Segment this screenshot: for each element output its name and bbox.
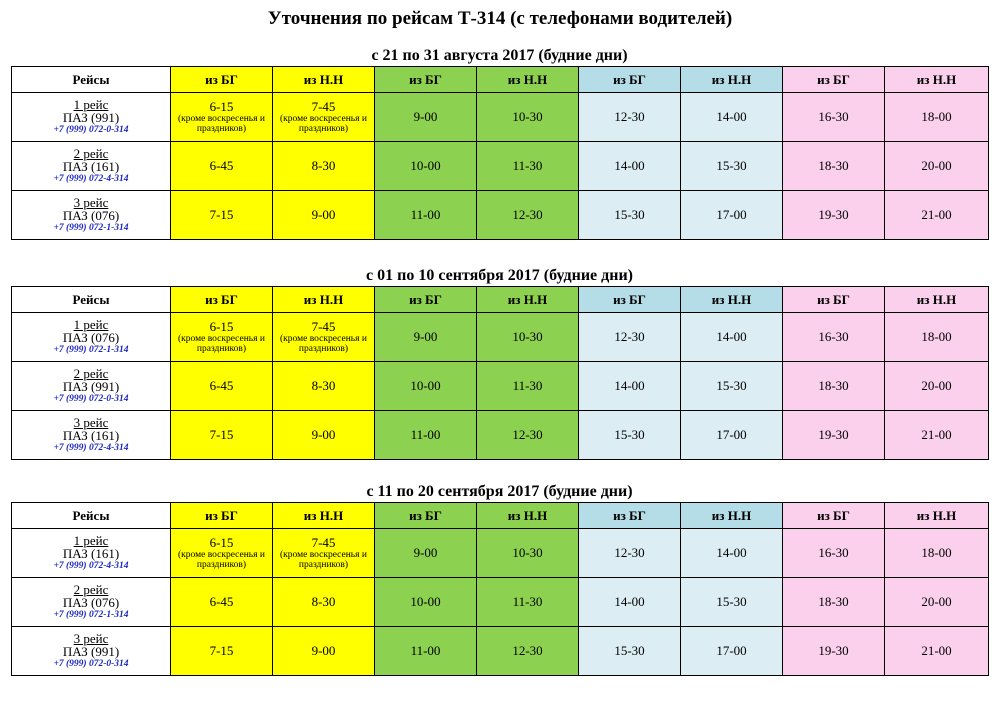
table-row (12, 362, 989, 411)
table-row (12, 142, 989, 191)
departure-time-cell (579, 411, 681, 460)
schedule-subtitle: с 11 по 20 сентября 2017 (будние дни) (366, 483, 633, 500)
header-direction: из БГ (579, 67, 681, 93)
departure-time-cell (579, 142, 681, 191)
bus-number: ПАЗ (991) (62, 110, 120, 125)
departure-time-cell (681, 627, 783, 676)
table-header-row (12, 503, 989, 529)
departure-time-cell (477, 529, 579, 578)
departure-time: 11-30 (512, 378, 543, 393)
bus-number: ПАЗ (076) (62, 595, 120, 610)
driver-phone: +7 (999) 072-4-314 (53, 174, 129, 184)
departure-time: 9-00 (311, 643, 336, 658)
departure-time: 8-30 (311, 158, 336, 173)
departure-time-cell (681, 362, 783, 411)
departure-time: 12-30 (614, 329, 645, 344)
schedule-table (11, 66, 989, 240)
departure-time-cell (273, 411, 375, 460)
departure-time-cell (273, 93, 375, 142)
departure-time-cell (477, 362, 579, 411)
departure-time: 9-00 (413, 109, 438, 124)
departure-time-cell (783, 142, 885, 191)
table-header-row (12, 67, 989, 93)
schedule-note: (кроме воскресенья и праздников) (178, 550, 265, 570)
departure-time-cell (477, 191, 579, 240)
departure-time-cell (681, 529, 783, 578)
departure-time: 16-30 (818, 329, 849, 344)
schedule-note: (кроме воскресенья и праздников) (280, 550, 367, 570)
route-cell (12, 362, 171, 411)
driver-phone: +7 (999) 072-1-314 (53, 223, 129, 233)
departure-time: 20-00 (921, 378, 952, 393)
table-row (12, 529, 989, 578)
route-cell (12, 578, 171, 627)
header-direction: из Н.Н (273, 503, 375, 529)
departure-time-cell (477, 313, 579, 362)
departure-time-cell (273, 191, 375, 240)
header-direction: из Н.Н (273, 287, 375, 313)
header-routes: Рейсы (12, 503, 171, 529)
departure-time-cell (783, 313, 885, 362)
bus-number: ПАЗ (161) (62, 159, 120, 174)
table-row (12, 411, 989, 460)
driver-phone: +7 (999) 072-0-314 (53, 394, 129, 404)
departure-time: 7-45 (311, 535, 336, 550)
departure-time-cell (171, 411, 273, 460)
departure-time: 11-30 (512, 594, 543, 609)
departure-time: 6-15 (209, 99, 234, 114)
table-row (12, 313, 989, 362)
departure-time: 10-00 (410, 378, 441, 393)
departure-time: 11-30 (512, 158, 543, 173)
departure-time: 19-30 (818, 427, 849, 442)
departure-time-cell (885, 93, 989, 142)
route-name: 3 рейс (73, 195, 109, 210)
header-direction: из Н.Н (477, 67, 579, 93)
departure-time-cell (375, 191, 477, 240)
departure-time-cell (171, 191, 273, 240)
departure-time: 9-00 (413, 329, 438, 344)
departure-time: 11-00 (410, 207, 441, 222)
departure-time-cell (375, 411, 477, 460)
header-direction: из Н.Н (681, 503, 783, 529)
departure-time-cell (579, 578, 681, 627)
departure-time-cell (783, 93, 885, 142)
departure-time-cell (885, 142, 989, 191)
departure-time-cell (783, 191, 885, 240)
departure-time: 16-30 (818, 545, 849, 560)
route-name: 2 рейс (73, 366, 109, 381)
bus-number: ПАЗ (991) (62, 379, 120, 394)
route-name: 2 рейс (73, 582, 109, 597)
departure-time: 18-00 (921, 545, 952, 560)
departure-time-cell (171, 93, 273, 142)
header-direction: из БГ (171, 503, 273, 529)
departure-time-cell (273, 578, 375, 627)
driver-phone: +7 (999) 072-0-314 (53, 125, 129, 135)
departure-time-cell (171, 578, 273, 627)
departure-time: 12-30 (512, 643, 543, 658)
departure-time-cell (375, 578, 477, 627)
departure-time: 17-00 (716, 207, 747, 222)
departure-time-cell (273, 313, 375, 362)
departure-time: 15-30 (614, 427, 645, 442)
bus-number: ПАЗ (161) (62, 546, 120, 561)
header-direction: из Н.Н (477, 503, 579, 529)
departure-time-cell (477, 142, 579, 191)
departure-time: 17-00 (716, 427, 747, 442)
departure-time-cell (885, 362, 989, 411)
driver-phone: +7 (999) 072-0-314 (53, 659, 129, 669)
header-direction: из БГ (171, 67, 273, 93)
schedule-subtitle: с 21 по 31 августа 2017 (будние дни) (371, 47, 628, 64)
header-direction: из Н.Н (681, 67, 783, 93)
departure-time-cell (885, 529, 989, 578)
departure-time: 8-30 (311, 378, 336, 393)
departure-time: 6-45 (209, 378, 234, 393)
departure-time-cell (681, 578, 783, 627)
route-cell (12, 529, 171, 578)
departure-time-cell (681, 93, 783, 142)
departure-time-cell (477, 411, 579, 460)
table-row (12, 627, 989, 676)
header-direction: из БГ (375, 503, 477, 529)
departure-time: 6-45 (209, 594, 234, 609)
departure-time-cell (885, 627, 989, 676)
route-cell (12, 191, 171, 240)
departure-time-cell (171, 313, 273, 362)
header-routes: Рейсы (12, 287, 171, 313)
departure-time: 7-15 (209, 643, 234, 658)
schedule-block-1 (11, 46, 988, 240)
departure-time-cell (477, 93, 579, 142)
departure-time-cell (579, 191, 681, 240)
route-cell (12, 93, 171, 142)
departure-time: 18-30 (818, 158, 849, 173)
route-cell (12, 142, 171, 191)
page-title: Уточнения по рейсам Т-314 (с телефонами водителей) (267, 8, 733, 29)
departure-time-cell (783, 411, 885, 460)
departure-time: 14-00 (614, 594, 645, 609)
departure-time-cell (681, 313, 783, 362)
departure-time: 19-30 (818, 643, 849, 658)
departure-time: 9-00 (311, 207, 336, 222)
table-row (12, 93, 989, 142)
header-direction: из БГ (171, 287, 273, 313)
schedule-note: (кроме воскресенья и праздников) (178, 114, 265, 134)
departure-time: 10-30 (512, 109, 543, 124)
header-direction: из БГ (783, 67, 885, 93)
departure-time-cell (681, 142, 783, 191)
departure-time-cell (681, 191, 783, 240)
departure-time-cell (783, 529, 885, 578)
departure-time-cell (579, 627, 681, 676)
departure-time-cell (885, 411, 989, 460)
schedule-note: (кроме воскресенья и праздников) (280, 114, 367, 134)
departure-time-cell (885, 578, 989, 627)
route-cell (12, 627, 171, 676)
departure-time-cell (885, 313, 989, 362)
departure-time: 14-00 (614, 158, 645, 173)
departure-time-cell (375, 313, 477, 362)
schedule-table (11, 286, 989, 460)
header-direction: из Н.Н (477, 287, 579, 313)
departure-time-cell (171, 627, 273, 676)
route-name: 2 рейс (73, 146, 109, 161)
departure-time: 12-30 (512, 427, 543, 442)
departure-time-cell (171, 529, 273, 578)
route-name: 1 рейс (73, 317, 109, 332)
departure-time: 10-00 (410, 594, 441, 609)
departure-time-cell (579, 362, 681, 411)
departure-time-cell (375, 627, 477, 676)
departure-time: 15-30 (614, 207, 645, 222)
departure-time-cell (477, 578, 579, 627)
departure-time-cell (273, 529, 375, 578)
header-direction: из Н.Н (885, 287, 989, 313)
departure-time: 16-30 (818, 109, 849, 124)
departure-time-cell (375, 93, 477, 142)
departure-time: 21-00 (921, 207, 952, 222)
departure-time: 21-00 (921, 643, 952, 658)
header-direction: из Н.Н (273, 67, 375, 93)
table-row (12, 578, 989, 627)
departure-time: 10-30 (512, 329, 543, 344)
departure-time-cell (477, 627, 579, 676)
departure-time: 7-15 (209, 427, 234, 442)
departure-time: 12-30 (614, 109, 645, 124)
departure-time-cell (375, 362, 477, 411)
departure-time-cell (579, 529, 681, 578)
header-routes: Рейсы (12, 67, 171, 93)
departure-time-cell (783, 578, 885, 627)
header-direction: из БГ (783, 287, 885, 313)
bus-number: ПАЗ (076) (62, 330, 120, 345)
departure-time: 7-45 (311, 319, 336, 334)
departure-time: 6-45 (209, 158, 234, 173)
schedule-table (11, 502, 989, 676)
departure-time-cell (375, 529, 477, 578)
departure-time-cell (885, 191, 989, 240)
departure-time: 7-45 (311, 99, 336, 114)
departure-time: 12-30 (512, 207, 543, 222)
schedule-block-3 (11, 482, 988, 676)
departure-time: 14-00 (614, 378, 645, 393)
departure-time-cell (783, 362, 885, 411)
departure-time: 18-30 (818, 594, 849, 609)
header-direction: из Н.Н (885, 503, 989, 529)
header-direction: из Н.Н (885, 67, 989, 93)
departure-time: 8-30 (311, 594, 336, 609)
departure-time: 18-30 (818, 378, 849, 393)
departure-time: 10-30 (512, 545, 543, 560)
driver-phone: +7 (999) 072-4-314 (53, 443, 129, 453)
departure-time: 18-00 (921, 329, 952, 344)
departure-time: 6-15 (209, 535, 234, 550)
bus-number: ПАЗ (161) (62, 428, 120, 443)
departure-time-cell (579, 313, 681, 362)
route-name: 3 рейс (73, 415, 109, 430)
header-direction: из БГ (375, 67, 477, 93)
departure-time: 21-00 (921, 427, 952, 442)
departure-time: 19-30 (818, 207, 849, 222)
departure-time: 15-30 (716, 378, 747, 393)
departure-time: 9-00 (311, 427, 336, 442)
header-direction: из БГ (579, 287, 681, 313)
departure-time: 15-30 (716, 158, 747, 173)
schedule-block-2 (11, 266, 988, 460)
schedule-note: (кроме воскресенья и праздников) (280, 334, 367, 354)
departure-time: 11-00 (410, 427, 441, 442)
departure-time-cell (273, 627, 375, 676)
header-direction: из БГ (579, 503, 681, 529)
header-direction: из БГ (783, 503, 885, 529)
departure-time: 18-00 (921, 109, 952, 124)
departure-time: 12-30 (614, 545, 645, 560)
driver-phone: +7 (999) 072-1-314 (53, 610, 129, 620)
departure-time-cell (171, 362, 273, 411)
departure-time: 15-30 (614, 643, 645, 658)
departure-time: 20-00 (921, 158, 952, 173)
departure-time-cell (273, 362, 375, 411)
header-direction: из БГ (375, 287, 477, 313)
departure-time: 14-00 (716, 545, 747, 560)
route-cell (12, 313, 171, 362)
route-name: 1 рейс (73, 97, 109, 112)
departure-time: 9-00 (413, 545, 438, 560)
bus-number: ПАЗ (076) (62, 208, 120, 223)
departure-time: 11-00 (410, 643, 441, 658)
departure-time: 6-15 (209, 319, 234, 334)
route-name: 1 рейс (73, 533, 109, 548)
schedule-note: (кроме воскресенья и праздников) (178, 334, 265, 354)
departure-time: 7-15 (209, 207, 234, 222)
departure-time: 14-00 (716, 329, 747, 344)
departure-time: 17-00 (716, 643, 747, 658)
departure-time-cell (579, 93, 681, 142)
table-header-row (12, 287, 989, 313)
departure-time: 10-00 (410, 158, 441, 173)
departure-time: 20-00 (921, 594, 952, 609)
departure-time: 14-00 (716, 109, 747, 124)
route-cell (12, 411, 171, 460)
route-name: 3 рейс (73, 631, 109, 646)
header-direction: из Н.Н (681, 287, 783, 313)
schedule-subtitle: с 01 по 10 сентября 2017 (будние дни) (366, 267, 633, 284)
departure-time-cell (273, 142, 375, 191)
departure-time-cell (681, 411, 783, 460)
departure-time-cell (171, 142, 273, 191)
table-row (12, 191, 989, 240)
departure-time-cell (375, 142, 477, 191)
departure-time: 15-30 (716, 594, 747, 609)
driver-phone: +7 (999) 072-1-314 (53, 345, 129, 355)
bus-number: ПАЗ (991) (62, 644, 120, 659)
driver-phone: +7 (999) 072-4-314 (53, 561, 129, 571)
departure-time-cell (783, 627, 885, 676)
